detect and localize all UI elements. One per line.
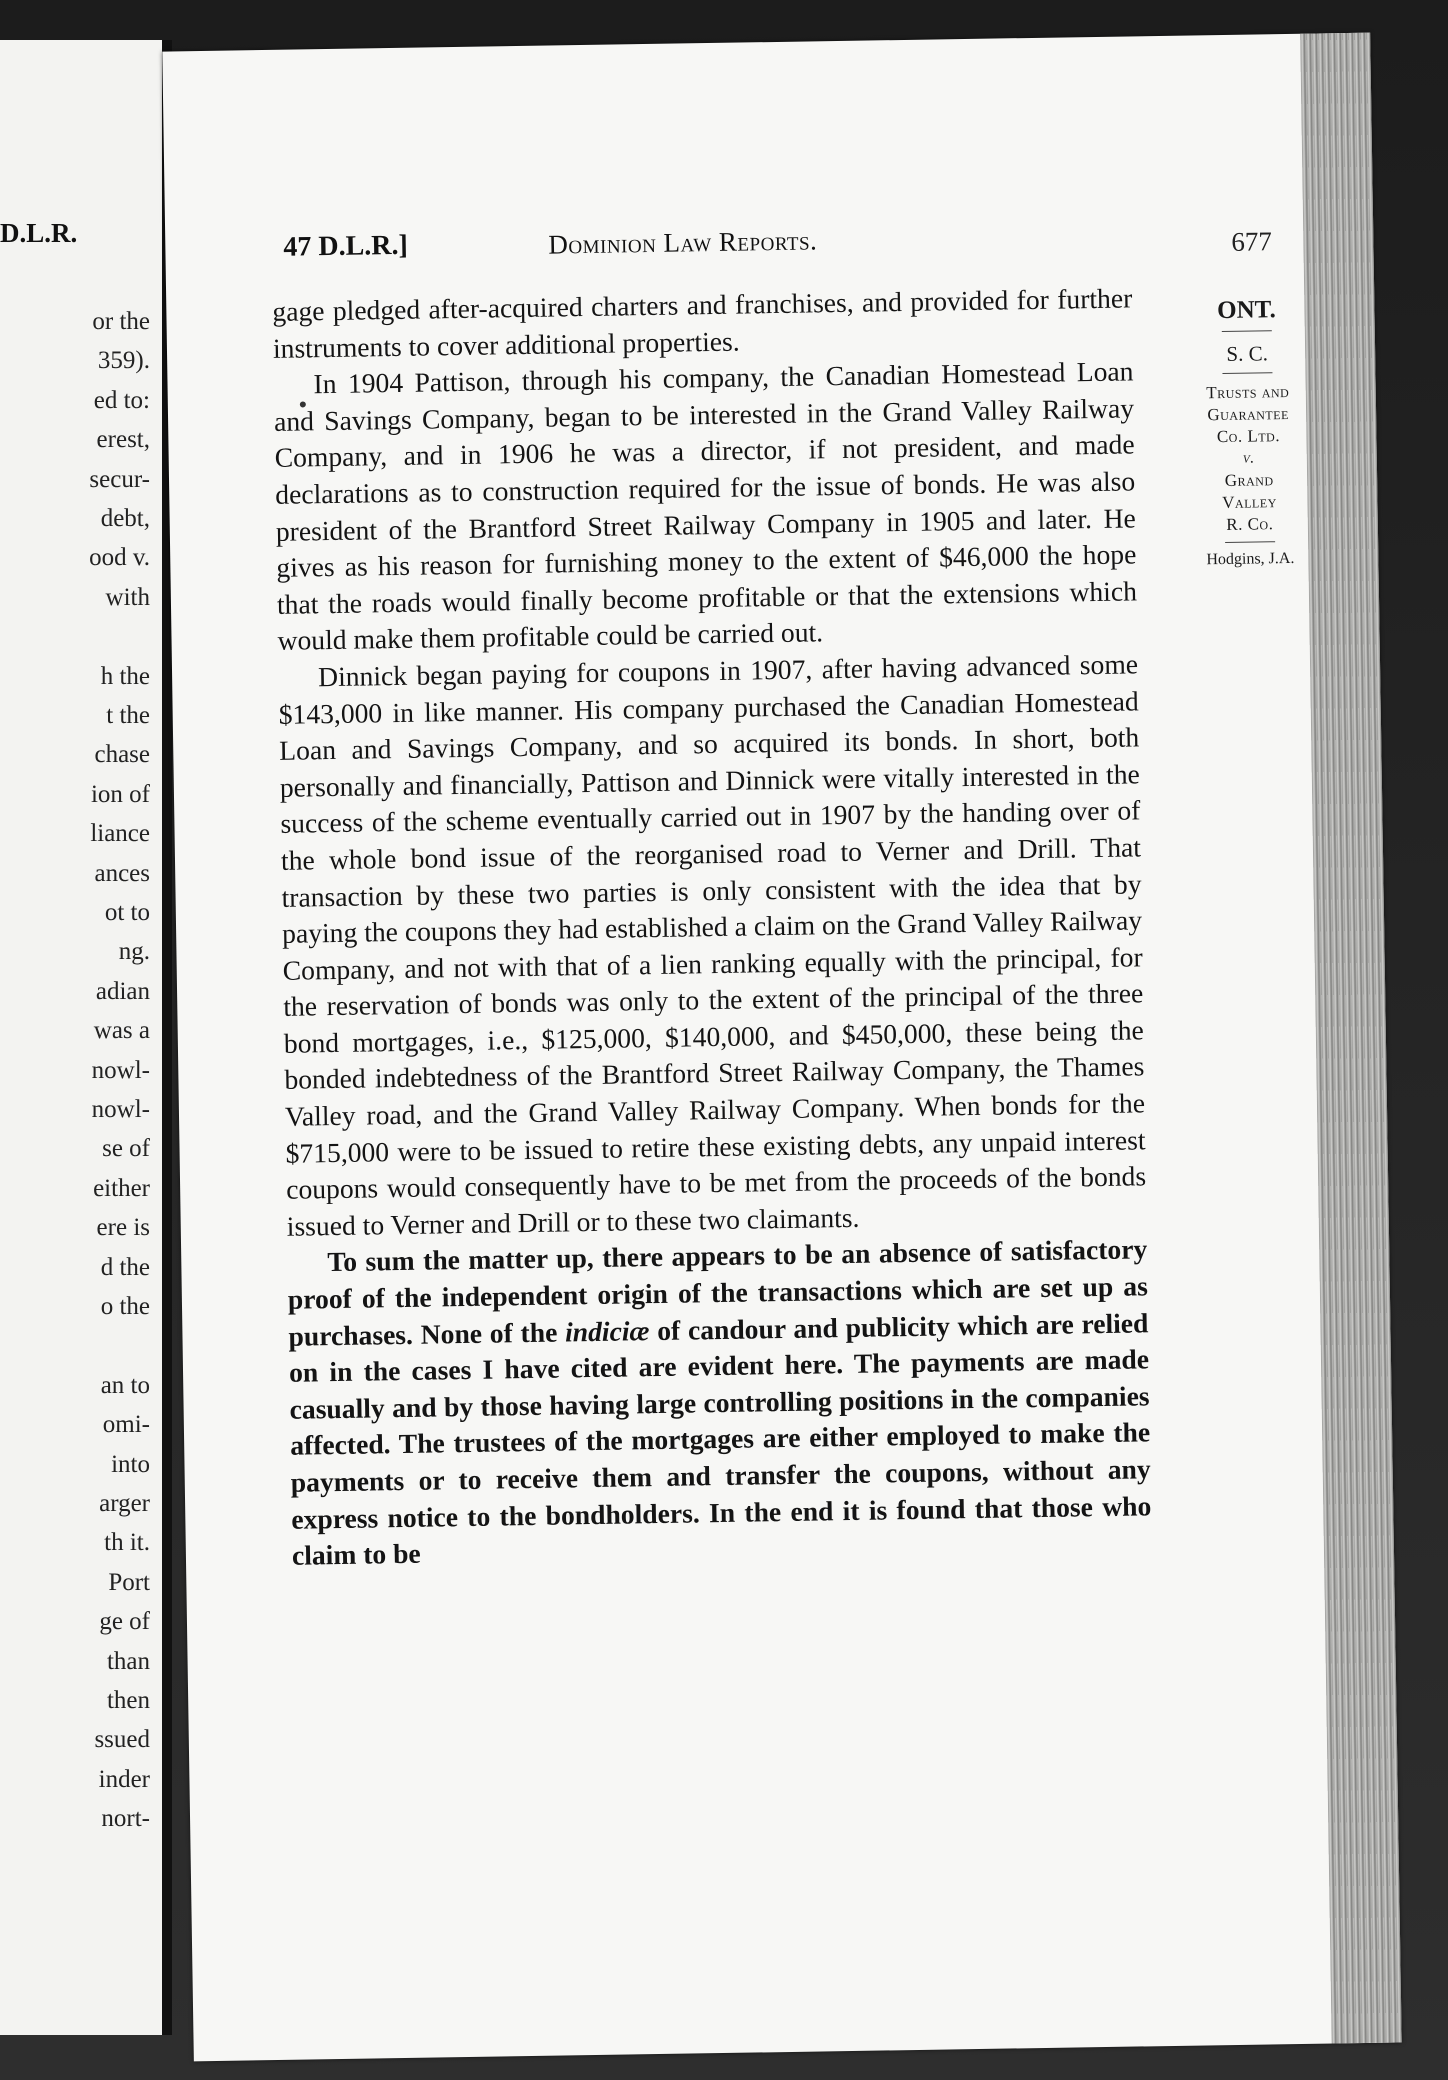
facing-page-line: than xyxy=(106,1647,150,1675)
facing-page-line: ances xyxy=(94,859,150,887)
paragraph-1: gage pledged after-acquired charters and franchises, and provided for further instruments to cover additional properties. xyxy=(272,282,1133,364)
facing-page-line: chase xyxy=(94,741,150,769)
facing-page-line: omi- xyxy=(102,1411,150,1439)
body-text xyxy=(272,280,1152,1574)
facing-page-line: erest, xyxy=(96,426,150,454)
case-name-line: Co. Ltd. xyxy=(1216,426,1281,447)
facing-page-line: ion of xyxy=(90,780,150,808)
paragraph-2: In 1904 Pattison, through his company, the Canadian Homestead Loan and Savings Company, began to be interested in the Grand Valley Railway Company, and in 1906 he was a director, if not president, and made declarations as to construction required for the issue of bonds. He was also president of the Brantford Street Railway Company in 1905 and later. He gives as his reason for furnishing money to the extent of $46,000 the hope that the roads would finally become profitable or that the extensions which would make them profitable could be carried out. xyxy=(273,355,1138,657)
page-number: 677 xyxy=(1231,226,1273,257)
facing-page-line: ed to: xyxy=(93,386,150,414)
facing-page-line: d the xyxy=(100,1253,150,1281)
margin-rule xyxy=(1225,541,1275,543)
facing-page-line: nowl- xyxy=(91,1096,150,1123)
margin-notes xyxy=(1171,295,1325,569)
facing-page-line: debt, xyxy=(100,505,150,532)
facing-page-line: ge of xyxy=(99,1608,150,1636)
court-label: ONT. xyxy=(1216,296,1276,325)
facing-page-line: ot to xyxy=(104,899,150,926)
facing-page-line: arger xyxy=(99,1490,150,1517)
facing-page xyxy=(0,40,172,2035)
case-name xyxy=(1173,380,1325,536)
facing-page-line: t the xyxy=(106,702,150,729)
facing-page-line: o the xyxy=(100,1293,150,1320)
facing-page-line: was a xyxy=(93,1017,150,1045)
paragraph-3: Dinnick began paying for coupons in 1907, after having advanced some $143,000 in like manner. His company purchased the Canadian Homestead Loan and Savings Company, and so acquired its bonds. In short, both personally and financially, Pattison and Dinnick were vitally interested in the success of the scheme eventually carried out in 1907 by the handing over of the whole bond issue of the reorganised road to Verner and Drill. That transaction by these two parties is only consistent with the idea that by paying the coupons they had established a claim on the Grand Valley Railway Company, and not with that of a lien ranking equally with the principal, for the reservation of bonds was only to the extent of the principal of the three bond mortgages, i.e., $125,000, $140,000, and $450,000, these being the bonded indebtedness of the Brantford Street Railway Company, the Thames Valley road, and the Grand Valley Railway Company. When bonds for the $715,000 were to be issued to retire these existing debts, any unpaid interest coupons would consequently have to be met from the proceeds of the bonds issued to Verner and Drill or to these two claimants. xyxy=(278,648,1147,1242)
facing-page-line: secur- xyxy=(89,465,150,493)
running-header xyxy=(283,216,1284,272)
facing-page-line: nort- xyxy=(101,1805,150,1833)
volume-reference: 47 D.L.R.] xyxy=(283,229,409,263)
case-name-line: Guarantee xyxy=(1207,403,1289,425)
facing-page-line: ssued xyxy=(94,1726,150,1754)
paragraph-4-italic: indiciæ xyxy=(564,1314,650,1348)
facing-page-line: inder xyxy=(98,1765,150,1793)
facing-page-line: ood v. xyxy=(89,544,150,572)
judge-name: Hodgins, J.A. xyxy=(1206,549,1295,569)
facing-page-line: into xyxy=(111,1450,150,1478)
facing-page-line: ng. xyxy=(118,938,150,966)
facing-page-line: an to xyxy=(100,1371,150,1399)
book-page xyxy=(162,33,1401,2062)
margin-rule xyxy=(1222,372,1272,374)
facing-page-line: th it. xyxy=(104,1529,150,1557)
facing-page-line: either xyxy=(93,1174,150,1202)
facing-page-line: adian xyxy=(95,977,150,1005)
facing-page-line: ere is xyxy=(96,1214,150,1242)
facing-page-line: se of xyxy=(102,1135,150,1163)
facing-page-line: with xyxy=(105,583,150,611)
facing-page-line: or the xyxy=(92,308,150,335)
margin-rule xyxy=(1222,330,1272,332)
publication-title: Dominion Law Reports. xyxy=(548,225,818,260)
facing-page-line: Port xyxy=(108,1568,150,1596)
case-versus: v. xyxy=(1242,449,1255,467)
paragraph-4 xyxy=(287,1232,1152,1575)
facing-page-line: 359). xyxy=(97,347,150,375)
facing-page-line: h the xyxy=(100,662,150,690)
case-name-line: Trusts and xyxy=(1206,381,1290,403)
court-division: S. C. xyxy=(1226,341,1269,366)
case-name-line: Grand xyxy=(1224,470,1274,490)
paragraph-4-start: To sum the matter up, there appears to be an absence of satisfactory proof of the independent origin of the transactions which are set up as purchases. None of the xyxy=(287,1233,1149,1352)
case-name-line: Valley xyxy=(1222,492,1277,513)
facing-page-line: liance xyxy=(90,820,150,848)
facing-page-line: then xyxy=(106,1687,150,1714)
case-name-line: R. Co. xyxy=(1226,514,1274,534)
facing-page-header: D.L.R. xyxy=(0,218,78,248)
paragraph-4-end: of candour and publicity which are relied on in the cases I have cited are evident here. The payments are made casually and by those having large controlling positions in the companies affected. The trustees of the mortgages are either employed to make the payments or to receive them and transfer the coupons, without any express notice to the bondholders. In the end it is found that those who claim to be xyxy=(288,1306,1152,1571)
facing-page-line: nowl- xyxy=(91,1056,150,1084)
